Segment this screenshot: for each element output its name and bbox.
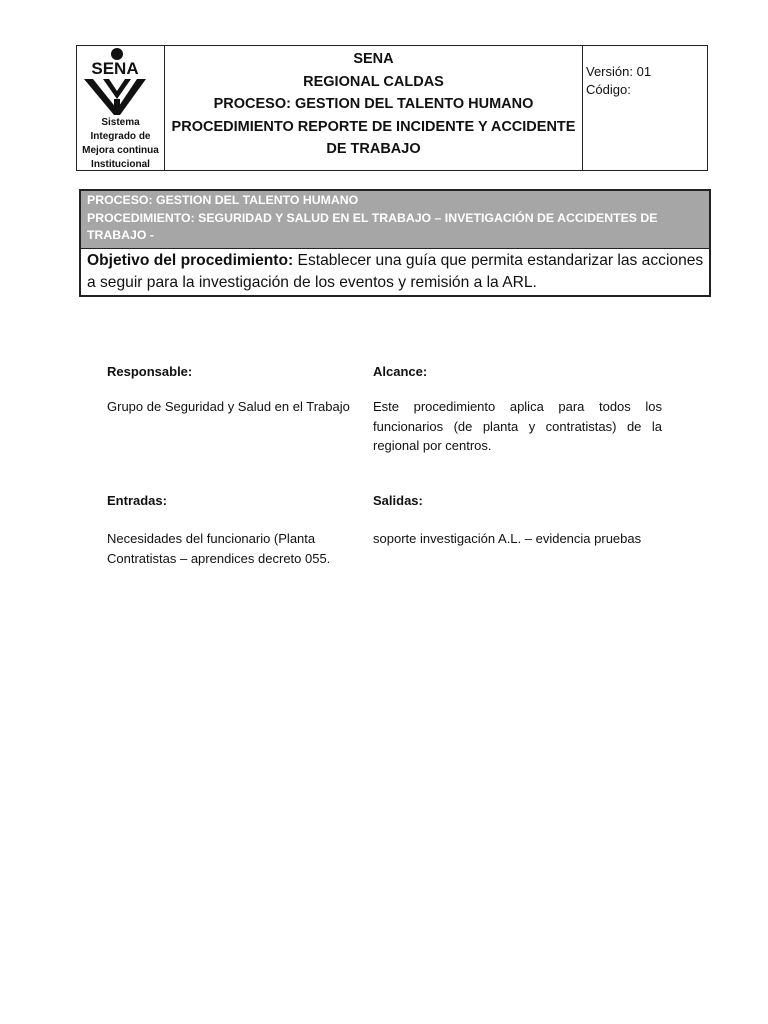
salidas-label: Salidas: [373, 493, 423, 508]
logo-caption [77, 116, 164, 172]
salidas-value: soporte investigación A.L. – evidencia pruebas [373, 531, 642, 546]
objective-line: Establecer una guía que permita estandarizar las acciones [293, 252, 704, 269]
process-header [81, 191, 709, 249]
process-header-line: PROCEDIMIENTO: SEGURIDAD Y SALUD EN EL TRABAJO – INVETIGACIÓN DE ACCIDENTES DE [87, 210, 658, 225]
responsable-label: Responsable: [107, 364, 193, 379]
title-line: DE TRABAJO [326, 141, 421, 157]
svg-text:SENA: SENA [91, 59, 139, 78]
logo-caption-line: Integrado de [90, 131, 151, 142]
objective-label: Objetivo del procedimiento: [87, 252, 294, 269]
process-header-line: PROCESO: GESTION DEL TALENTO HUMANO [87, 193, 359, 207]
document-header [76, 45, 708, 171]
sena-logo-icon [81, 47, 149, 117]
version-info [583, 46, 707, 170]
responsable-value: Grupo de Seguridad y Salud en el Trabajo [107, 399, 350, 414]
title-line: SENA [353, 51, 394, 67]
title-line: PROCEDIMIENTO REPORTE DE INCIDENTE Y ACCIDENTE [171, 118, 576, 135]
objective-text [81, 249, 709, 295]
entradas-value: Necesidades del funcionario (Planta Contratistas – aprendices decreto 055. [107, 531, 331, 566]
title-line: REGIONAL CALDAS [303, 73, 444, 90]
version-text: Versión: 01 [586, 64, 652, 79]
alcance-value: Este procedimiento aplica para todos los funcionarios (de planta y contratistas) de la regional por centros. [373, 399, 662, 453]
document-title [165, 46, 583, 170]
entradas-label: Entradas: [107, 493, 167, 508]
logo-cell [77, 46, 165, 170]
logo-caption-line: Mejora continua [82, 145, 159, 156]
alcance-label: Alcance: [373, 364, 428, 379]
logo-caption-line: Sistema [101, 117, 140, 128]
title-line: PROCESO: GESTION DEL TALENTO HUMANO [213, 96, 534, 112]
process-header-line: TRABAJO - [87, 228, 154, 242]
code-text: Código: [586, 82, 631, 97]
process-box [79, 189, 711, 297]
objective-line: a seguir para la investigación de los eventos y remisión a la ARL. [87, 274, 537, 291]
logo-caption-line: Institucional [91, 159, 150, 170]
